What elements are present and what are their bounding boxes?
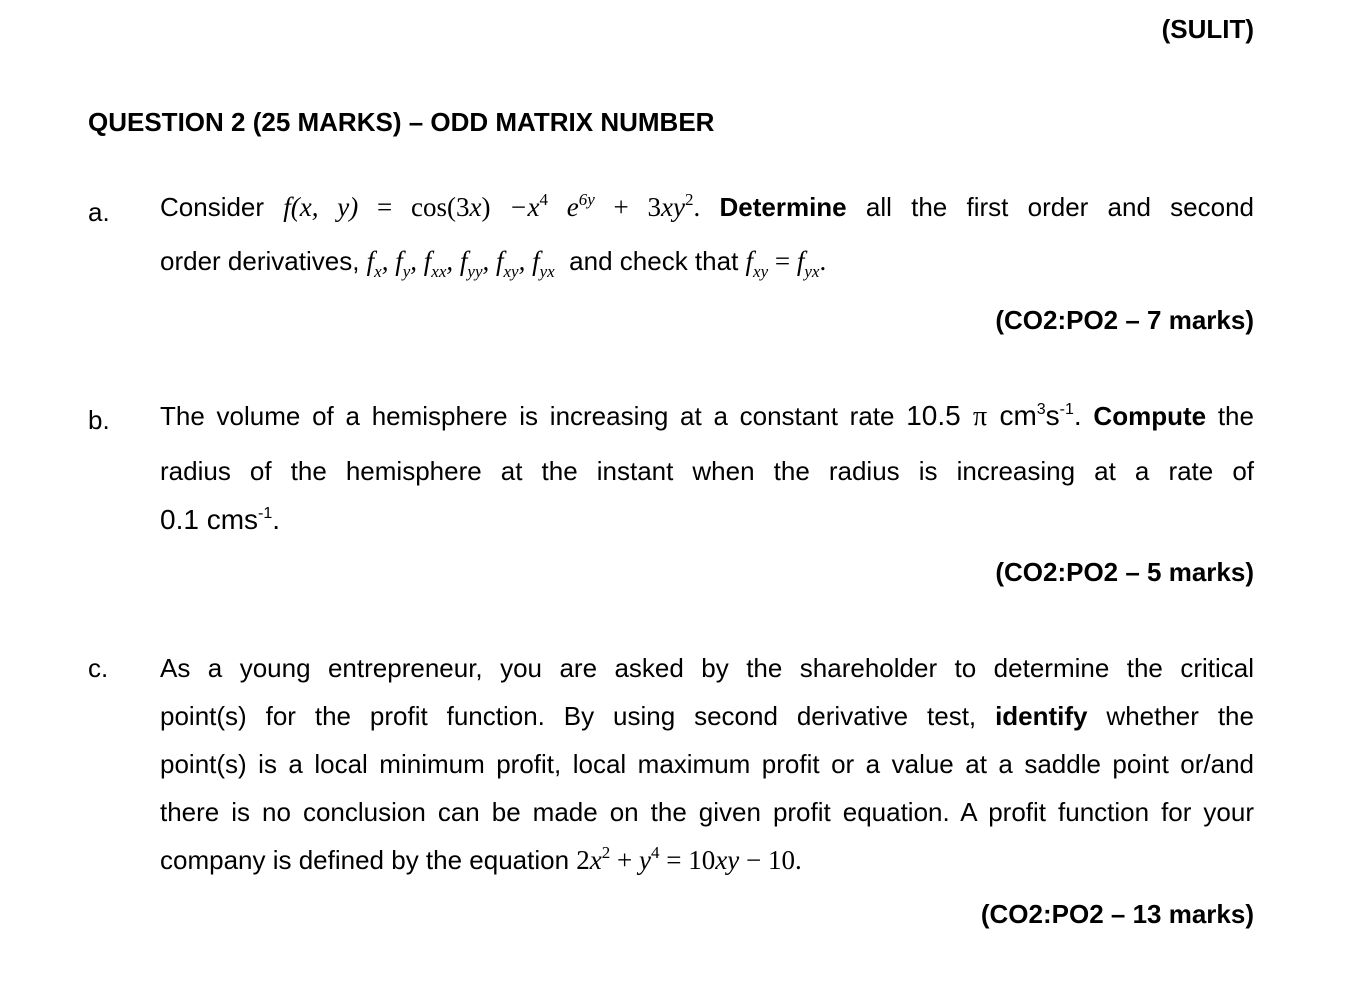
part-c-marks: (CO2:PO2 – 13 marks)	[980, 899, 1254, 929]
part-a-marks: (CO2:PO2 – 7 marks)	[995, 305, 1254, 335]
part-b-line2: radius of the hemisphere at the instant when the radius is increasing at a rate of	[160, 456, 1254, 486]
part-c-line2	[160, 701, 1254, 732]
part-a-text1: all the first order and second	[865, 192, 1254, 222]
part-b-line1-pre: The volume of a hemisphere is increasing at a constant rate	[160, 401, 895, 431]
part-a-text3: and check that	[569, 246, 739, 276]
part-a-label: a.	[88, 197, 110, 227]
part-b-line1-post: the	[1217, 401, 1254, 431]
part-c-label: c.	[88, 653, 109, 683]
rate-value: 10.5 π $cm^3s^{-1}$.	[906, 400, 1082, 432]
part-c-line2-pre: point(s) for the profit function. By using second derivative test,	[160, 701, 977, 731]
derivative-list: $f_x$, $f_y$, $f_{xx}$, $f_{yy}$, $f_{xy}$, $f_{yx}$	[366, 246, 555, 281]
part-a-line2	[160, 246, 1254, 281]
part-a-determine: Determine	[719, 192, 847, 222]
part-c-line5-pre: company is defined by the equation	[160, 845, 570, 875]
part-b-line3: 0.1 cms$^{-1}$.	[160, 504, 281, 535]
part-c-line2-post: whether the	[1106, 701, 1254, 731]
equality-check: $f_{xy} = f_{yx}$.	[745, 246, 827, 281]
part-b-compute: Compute	[1093, 401, 1207, 431]
part-c-line1: As a young entrepreneur, you are asked by the shareholder to determine the critical	[160, 653, 1254, 683]
part-b-line1	[160, 400, 1254, 433]
part-c-line5	[160, 845, 1254, 876]
sulit-header: (SULIT)	[1161, 14, 1254, 44]
profit-equation: $2x^2 + y^4 = 10xy - 10$.	[576, 843, 802, 875]
part-c-line3: point(s) is a local minimum profit, local maximum profit or a value at a saddle point or/and	[160, 749, 1254, 779]
part-a-line1	[160, 192, 1254, 223]
part-c-line4: there is no conclusion can be made on the given profit equation. A profit function for your	[160, 797, 1254, 827]
part-a-text2: order derivatives,	[160, 246, 360, 276]
part-b-marks: (CO2:PO2 – 5 marks)	[995, 557, 1254, 587]
part-a-consider: Consider	[160, 192, 265, 222]
part-b-label: b.	[88, 405, 110, 435]
part-c-identify: identify	[995, 701, 1088, 731]
function-definition: f(x, $y) = \cos(3x) -x^4$ $e^{6y} + 3xy^2$.	[283, 190, 701, 222]
question-title: QUESTION 2 (25 MARKS) – ODD MATRIX NUMBER	[88, 107, 715, 137]
